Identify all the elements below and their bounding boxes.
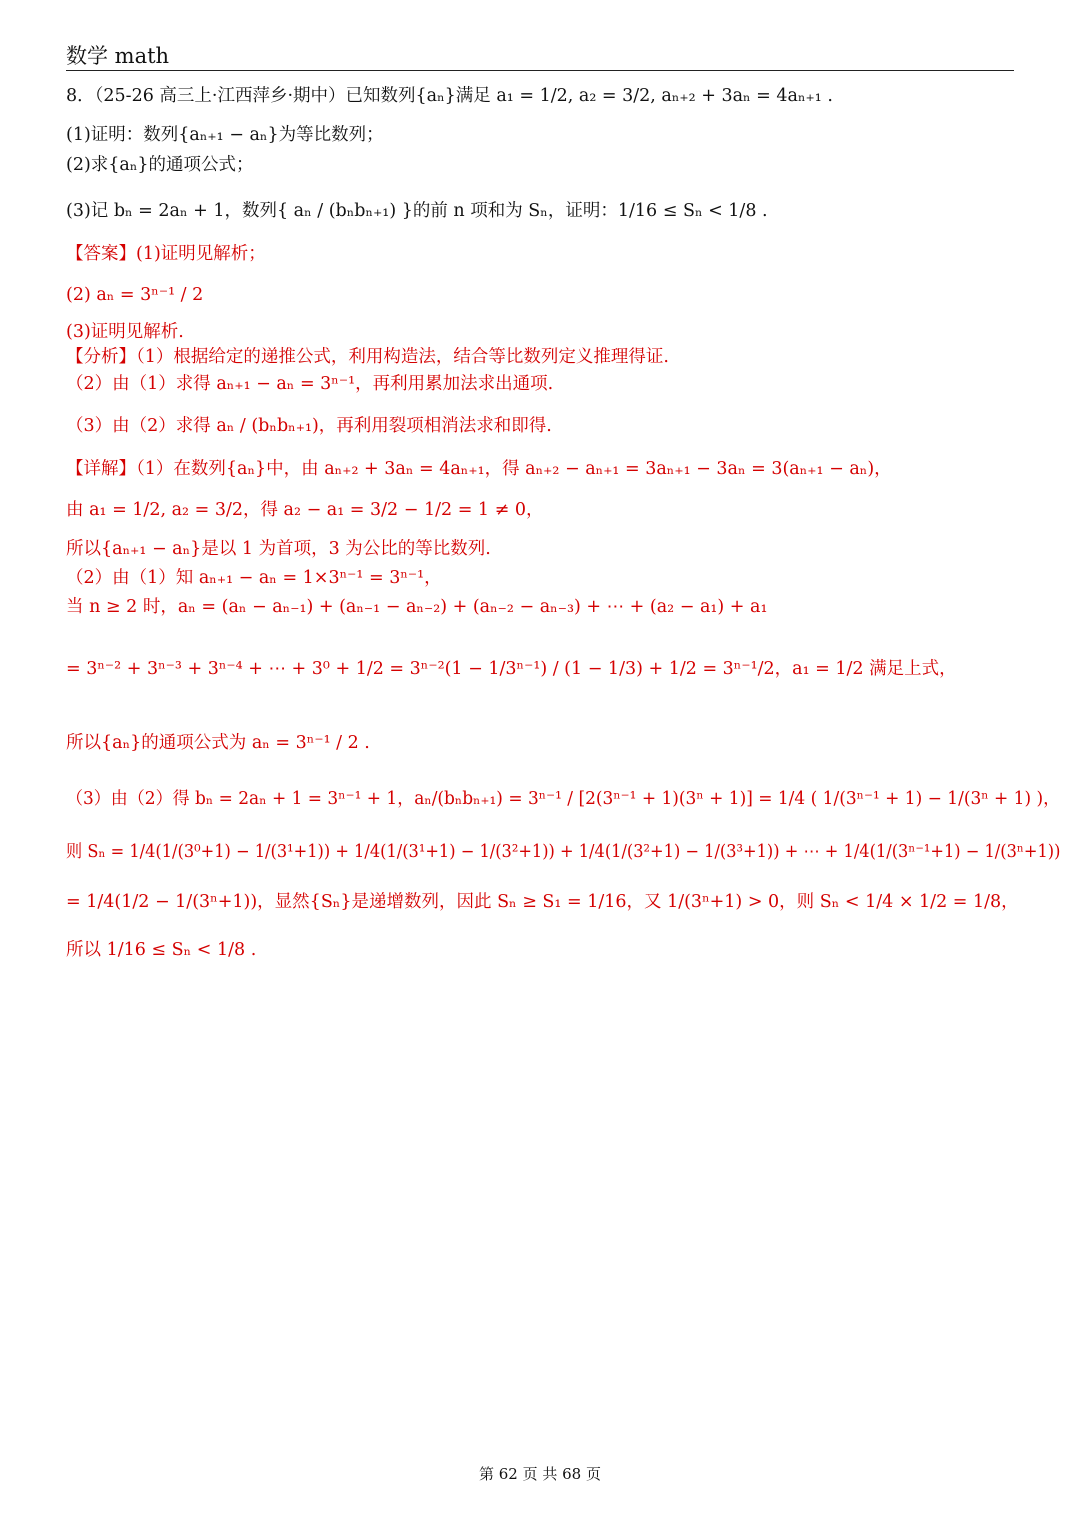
detail-line-8: （3）由（2）得 bₙ = 2aₙ + 1 = 3ⁿ⁻¹ + 1，aₙ/(bₙbₙ₊₁) = 3ⁿ⁻¹ / [2(3ⁿ⁻¹ + 1)(3ⁿ + 1)] = 1/4 ( 1/(3ⁿ⁻¹ + 1) − 1/(3ⁿ + 1) )， [66,789,1061,809]
question-stem: 8．（25-26 高三上·江西萍乡·期中）已知数列{aₙ}满足 a₁ = 1/2, a₂ = 3/2, aₙ₊₂ + 3aₙ = 4aₙ₊₁ . [66,86,833,106]
question-part-1: (1)证明：数列{aₙ₊₁ − aₙ}为等比数列； [66,125,384,145]
detail-line-5: 当 n ≥ 2 时，aₙ = (aₙ − aₙ₋₁) + (aₙ₋₁ − aₙ₋₂) + (aₙ₋₂ − aₙ₋₃) + ⋯ + (a₂ − a₁) + a₁ [66,597,768,617]
detail-line-11: 所以 1/16 ≤ Sₙ < 1/8 . [66,940,257,960]
detail-line-3: 所以{aₙ₊₁ − aₙ}是以 1 为首项，3 为公比的等比数列. [66,539,491,559]
detail-line-1: 【详解】（1）在数列{aₙ}中，由 aₙ₊₂ + 3aₙ = 4aₙ₊₁，得 aₙ₊₂ − aₙ₊₁ = 3aₙ₊₁ − 3aₙ = 3(aₙ₊₁ − aₙ)， [66,459,892,479]
detail-line-7: 所以{aₙ}的通项公式为 aₙ = 3ⁿ⁻¹ / 2 . [66,733,370,753]
answer-line-2: (2) aₙ = 3ⁿ⁻¹ / 2 [66,285,204,305]
detail-line-10: = 1/4(1/2 − 1/(3ⁿ+1))，显然{Sₙ}是递增数列，因此 Sₙ ≥ S₁ = 1/16，又 1/(3ⁿ+1) > 0，则 Sₙ < 1/4 × 1/2 = 1/8， [66,892,1019,912]
question-part-2: (2)求{aₙ}的通项公式； [66,155,254,175]
document-header-title: 数学 math [66,44,170,68]
analysis-line-2: （2）由（1）求得 aₙ₊₁ − aₙ = 3ⁿ⁻¹，再利用累加法求出通项. [66,374,554,394]
answer-line-3: (3)证明见解析. [66,322,184,342]
detail-line-4: （2）由（1）知 aₙ₊₁ − aₙ = 1×3ⁿ⁻¹ = 3ⁿ⁻¹， [66,568,442,588]
analysis-line-3: （3）由（2）求得 aₙ / (bₙbₙ₊₁)，再利用裂项相消法求和即得. [66,416,552,436]
detail-line-2: 由 a₁ = 1/2, a₂ = 3/2，得 a₂ − a₁ = 3/2 − 1/2 = 1 ≠ 0， [66,500,544,520]
header-divider [66,70,1014,71]
question-part-3: (3)记 bₙ = 2aₙ + 1，数列{ aₙ / (bₙbₙ₊₁) }的前 n 项和为 Sₙ，证明：1/16 ≤ Sₙ < 1/8 . [66,201,768,221]
detail-line-6: = 3ⁿ⁻² + 3ⁿ⁻³ + 3ⁿ⁻⁴ + ⋯ + 3⁰ + 1/2 = 3ⁿ⁻²(1 − 1/3ⁿ⁻¹) / (1 − 1/3) + 1/2 = 3ⁿ⁻¹/2，a₁ = 1/2 满足上式， [66,659,957,679]
answer-line-1: 【答案】(1)证明见解析； [66,244,266,264]
analysis-line-1: 【分析】（1）根据给定的递推公式，利用构造法，结合等比数列定义推理得证. [66,347,669,367]
page-number: 第 62 页 共 68 页 [478,1465,601,1483]
detail-line-9: 则 Sₙ = 1/4(1/(3⁰+1) − 1/(3¹+1)) + 1/4(1/(3¹+1) − 1/(3²+1)) + 1/4(1/(3²+1) − 1/(3³+1)) + ⋯ + 1/4(1/(3ⁿ⁻¹+1) − 1/(3ⁿ+1)) [66,842,1061,862]
